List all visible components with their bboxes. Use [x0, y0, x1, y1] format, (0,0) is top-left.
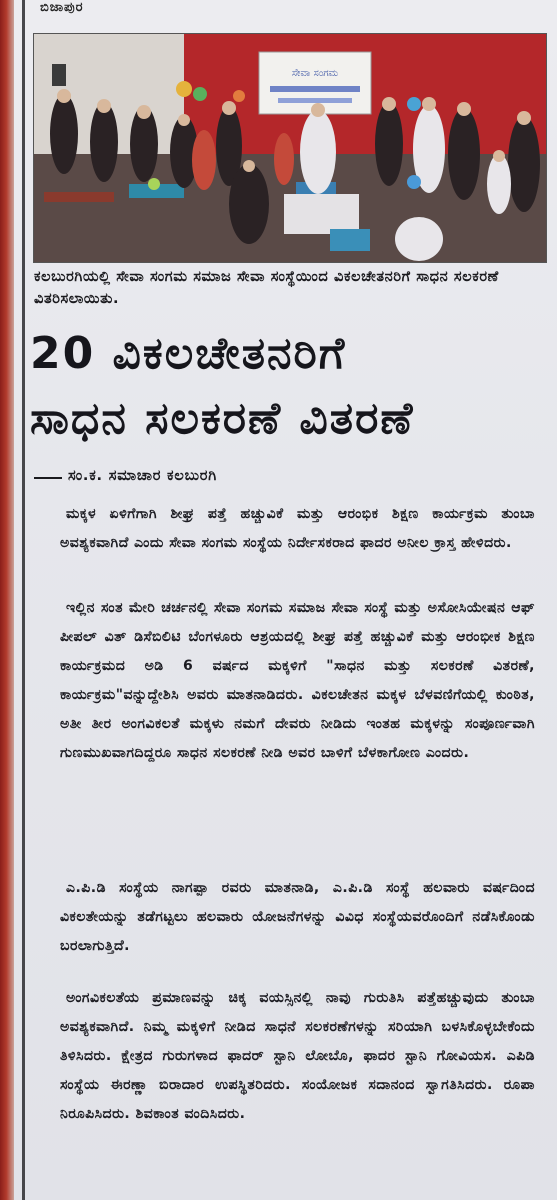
- headline-line-1: 20 ವಿಕಲಚೇತನರಿಗೆ: [30, 328, 347, 379]
- dateline: ಸಂ.ಕ. ಸಮಾಚಾರ ಕಲಬುರಗಿ: [68, 468, 218, 484]
- article-paragraph-2: ಇಲ್ಲಿನ ಸಂತ ಮೇರಿ ಚರ್ಚನಲ್ಲಿ ಸೇವಾ ಸಂಗಮ ಸಮಾಜ ಸೇವಾ ಸಂಸ್ಥೆ ಮತ್ತು ಅಸೋಸಿಯೇಷನ ಆಫ್ ಪೀಪಲ್ ವಿತ್ ಡಿಸೆಬಿಲಿಟಿ ಬೆಂಗಳೂರು ಆಶ್ರಯದಲ್ಲಿ ಶೀಘ್ರ ಪತ್ತೆ ಹಚ್ಚುವಿಕೆ ಮತ್ತು ಆರಂಭೀಕ ಶಿಕ್ಷಣ ಕಾರ್ಯಕ್ರಮದ ಅಡಿ 6 ವರ್ಷದ ಮಕ್ಕಳಿಗೆ "ಸಾಧನ ಮತ್ತು ಸಲಕರಣೆ ವಿತರಣೆ, ಕಾರ್ಯಕ್ರಮ"ವನ್ನುದ್ದೇಶಿಸಿ ಅವರು ಮಾತನಾಡಿದರು. ವಿಕಲಚೇತನ ಮಕ್ಕಳ ಬೆಳವಣಿಗೆಯಲ್ಲಿ ಕುಂಠಿತ, ಅತೀ ತೀರ ಅಂಗವಿಕಲತೆ ಮಕ್ಕಳು ನಮಗೆ ದೇವರು ನೀಡಿದು ಇಂತಹ ಮಕ್ಕಳನ್ನು ಸಂಪೂರ್ಣವಾಗಿ ಗುಣಮುಖವಾಗದಿದ್ದರೂ ಸಾಧನ ಸಲಕರಣೆ ನೀಡಿ ಅವರ ಬಾಳಿಗೆ ಬೆಳಕಾಗೋಣ ಎಂದರು.: [60, 600, 535, 761]
- article-paragraph-1: ಮಕ್ಕಳ ಏಳಿಗೆಗಾಗಿ ಶೀಘ್ರ ಪತ್ತೆ ಹಚ್ಚುವಿಕೆ ಮತ್ತು ಆರಂಭಿಕ ಶಿಕ್ಷಣ ಕಾರ್ಯಕ್ರಮ ತುಂಬಾ ಅವಶ್ಯಕವಾಗಿದೆ ಎಂದು ಸೇವಾ ಸಂಗಮ ಸಂಸ್ಥೆಯ ನಿರ್ದೇಸಕರಾದ ಫಾದರ ಅನೀಲ ಕ್ರಾಸ್ತ ಹೇಳಿದರು.: [60, 506, 535, 551]
- headline-line-2: ಸಾಧನ ಸಲಕರಣೆ ವಿತರಣೆ: [30, 393, 415, 444]
- article-paragraph-4: ಅಂಗವಿಕಲತೆಯ ಪ್ರಮಾಣವನ್ನು ಚಿಕ್ಕ ವಯಸ್ಸಿನಲ್ಲಿ ನಾವು ಗುರುತಿಸಿ ಪತ್ತೆಹಚ್ಚುವುದು ತುಂಬಾ ಅವಶ್ಯಕವಾಗಿದೆ. ನಿಮ್ಮ ಮಕ್ಕಳಿಗೆ ನೀಡಿದ ಸಾಧನೆ ಸಲಕರಣೆಗಳನ್ನು ಸರಿಯಾಗಿ ಬಳಸಿಕೊಳ್ಳಬೇಕೆಂದು ತಿಳಿಸಿದರು. ಕ್ಷೇತ್ರದ ಗುರುಗಳಾದ ಫಾದರ್ ಸ್ಟಾನಿ ಲೋಬೊ, ಫಾದರ ಸ್ಟಾನಿ ಗೋವಿಯಸ. ಎಪಿಡಿ ಸಂಸ್ಥೆಯ ಈರಣ್ಣಾ ಬಿರಾದಾರ ಉಪಸ್ಥಿತರಿದರು. ಸಂಯೋಜಕ ಸದಾನಂದ ಸ್ವಾಗತಿಸಿದರು. ರೂಪಾ ನಿರೂಪಿಸಿದರು. ಶಿವಕಾಂತ ವಂದಿಸಿದರು.: [60, 990, 535, 1122]
- column-rule: [22, 0, 25, 1200]
- photo-banner-text: ಸೇವಾ ಸಂಗಮ: [291, 68, 339, 79]
- photo-caption: ಕಲಬುರಗಿಯಲ್ಲಿ ಸೇವಾ ಸಂಗಮ ಸಮಾಜ ಸೇವಾ ಸಂಸ್ಥೆಯಿಂದ ವಿಕಲಚೇತನರಿಗೆ ಸಾಧನ ಸಲಕರಣೆ ವಿತರಿಸಲಾಯಿತು.: [34, 269, 499, 307]
- page-edge-strip: [0, 0, 14, 1200]
- event-photo-illustration: [34, 34, 546, 262]
- article-paragraph-3: ಎ.ಪಿ.ಡಿ ಸಂಸ್ಥೆಯ ನಾಗಪ್ಪಾ ರವರು ಮಾತನಾಡಿ, ಎ.ಪಿ.ಡಿ ಸಂಸ್ಥೆ ಹಲವಾರು ವರ್ಷದಿಂದ ವಿಕಲತೇಯನ್ನು ತಡೆಗಟ್ಟಲು ಹಲವಾರು ಯೋಜನೆಗಳನ್ನು ವಿವಿಧ ಸಂಸ್ಥೆಯವರೊಂದಿಗೆ ನಡೆಸಿಕೊಂಡು ಬರಲಾಗುತ್ತಿದೆ.: [60, 880, 535, 954]
- news-photo: [33, 33, 547, 263]
- cut-off-top-text: ಬಿಜಾಪುರ: [40, 0, 84, 15]
